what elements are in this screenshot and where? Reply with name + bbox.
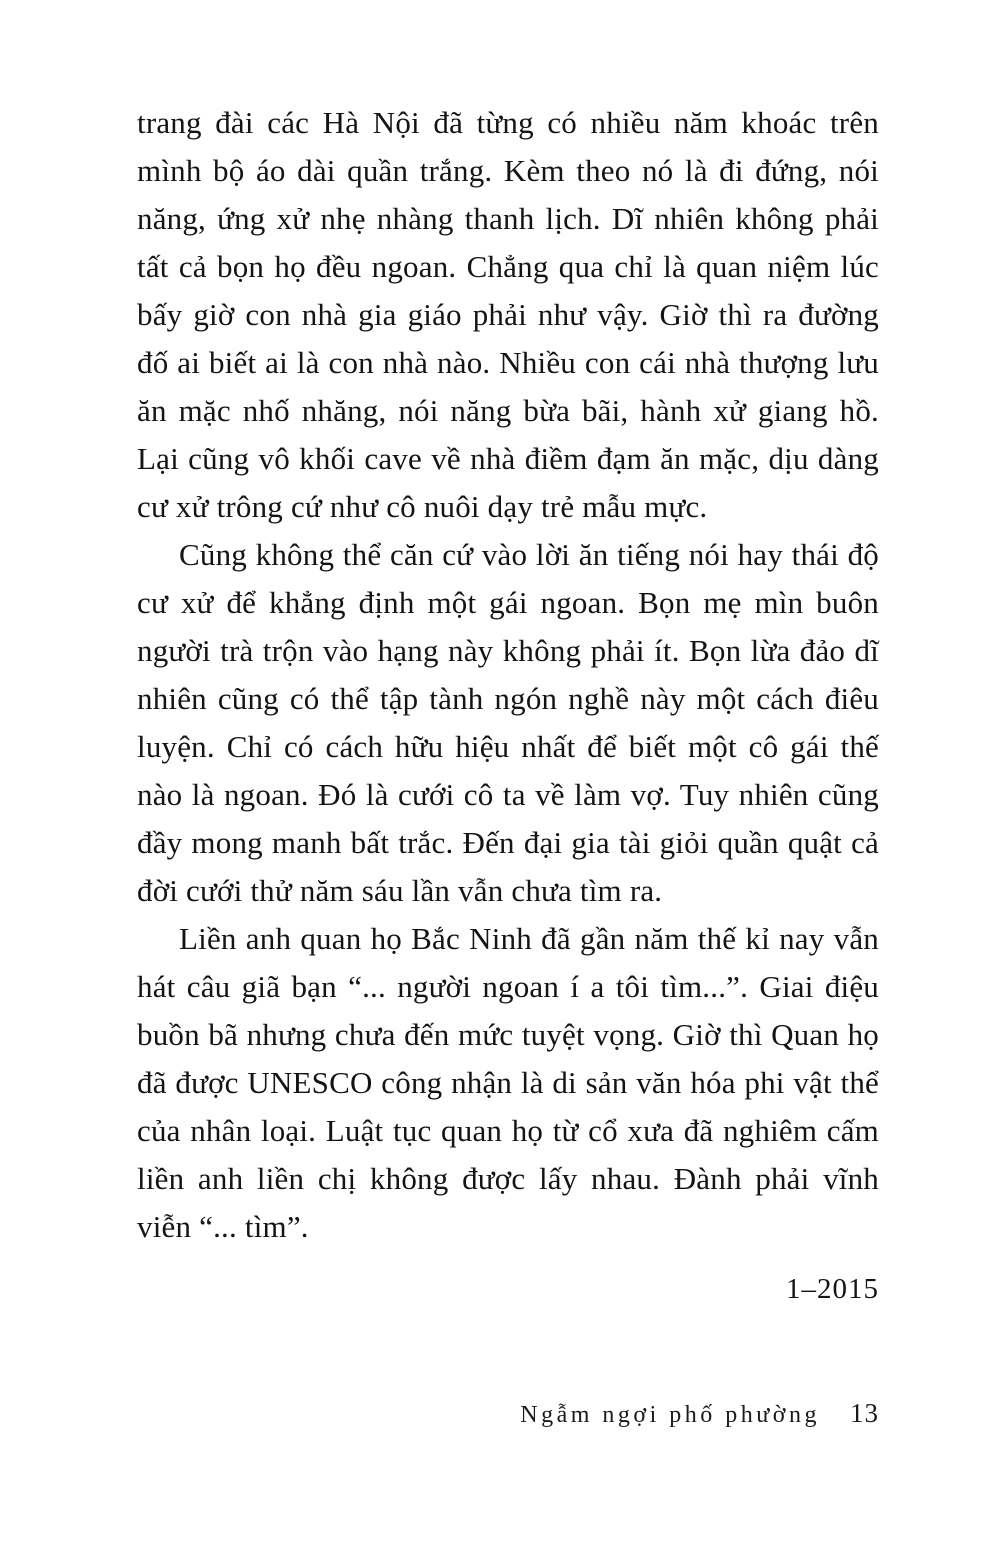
- paragraph-1: trang đài các Hà Nội đã từng có nhiều năm khoác trên mình bộ áo dài quần trắng. Kèm theo nó là đi đứng, nói năng, ứng xử nhẹ nhàng thanh lịch. Dĩ nhiên không phải tất cả bọn họ đều ngoan. Chẳng qua chỉ là quan niệm lúc bấy giờ con nhà gia giáo phải như vậy. Giờ thì ra đường đố ai biết ai là con nhà nào. Nhiều con cái nhà thượng lưu ăn mặc nhố nhăng, nói năng bừa bãi, hành xử giang hồ. Lại cũng vô khối cave về nhà điềm đạm ăn mặc, dịu dàng cư xử trông cứ như cô nuôi dạy trẻ mẫu mực.: [137, 105, 879, 524]
- footer-book-title: Ngẫm ngợi phố phường: [520, 1402, 820, 1428]
- footer-page-number: 13: [850, 1398, 879, 1428]
- body-text-block: [137, 99, 879, 1313]
- paragraph-2: Cũng không thể căn cứ vào lời ăn tiếng nói hay thái độ cư xử để khẳng định một gái ngoan. Bọn mẹ mìn buôn người trà trộn vào hạng này không phải ít. Bọn lừa đảo dĩ nhiên cũng có thể tập tành ngón nghề này một cách điêu luyện. Chỉ có cách hữu hiệu nhất để biết một cô gái thế nào là ngoan. Đó là cưới cô ta về làm vợ. Tuy nhiên cũng đầy mong manh bất trắc. Đến đại gia tài giỏi quần quật cả đời cưới thử năm sáu lần vẫn chưa tìm ra.: [137, 537, 879, 908]
- running-footer: [137, 1398, 879, 1429]
- dateline: 1–2015: [786, 1273, 879, 1305]
- paragraph-3: Liền anh quan họ Bắc Ninh đã gần năm thế kỉ nay vẫn hát câu giã bạn “... người ngoan í a tôi tìm...”. Giai điệu buồn bã nhưng chưa đến mức tuyệt vọng. Giờ thì Quan họ đã được UNESCO công nhận là di sản văn hóa phi vật thể của nhân loại. Luật tục quan họ từ cổ xưa đã nghiêm cấm liền anh liền chị không được lấy nhau. Đành phải vĩnh viễn “... tìm”.: [137, 921, 879, 1244]
